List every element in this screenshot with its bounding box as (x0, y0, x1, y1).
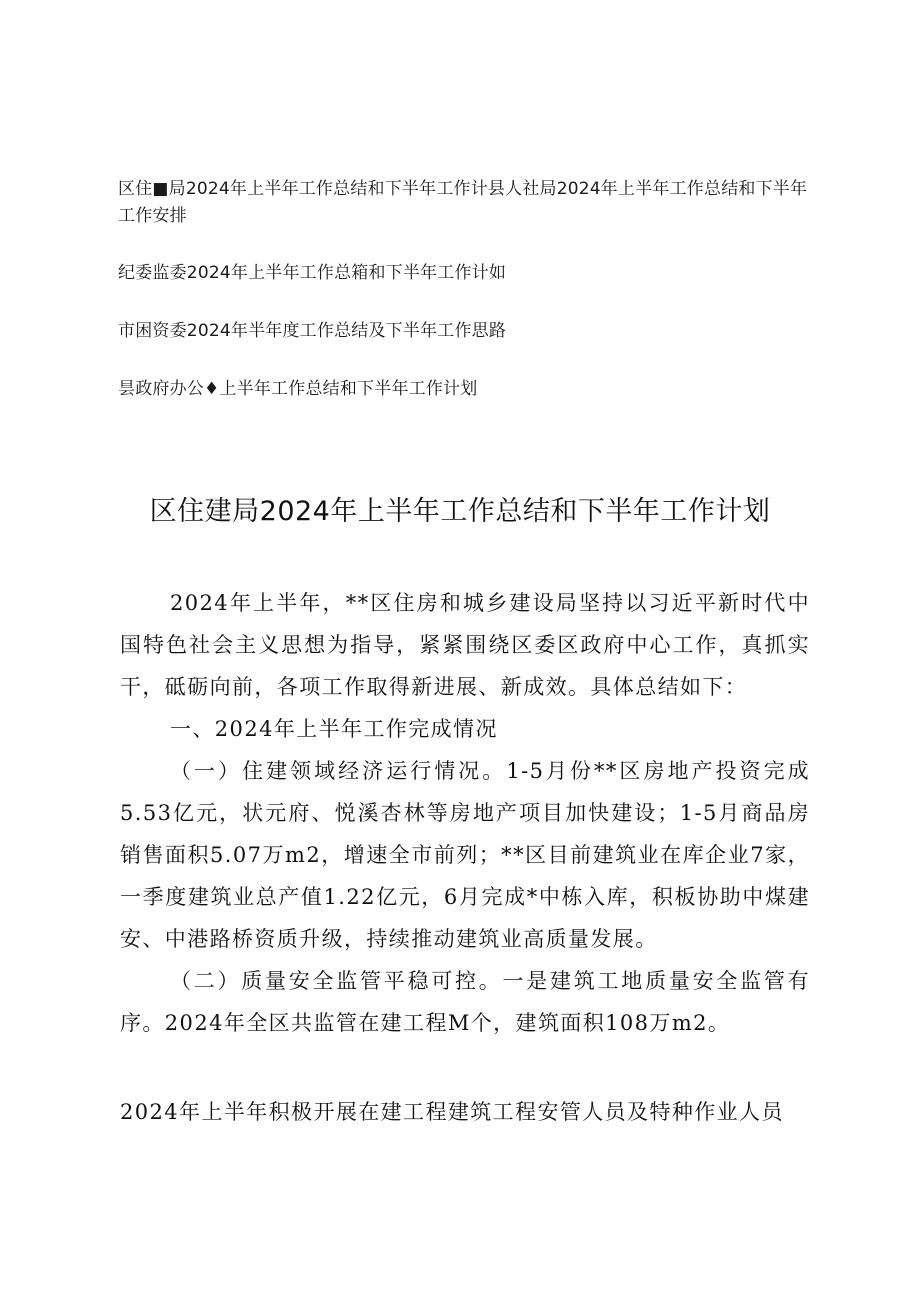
toc-item: 区住■局2024年上半年工作总结和下半年工作计县人社局2024年上半年工作总结和下半年工作安排 (118, 179, 808, 226)
toc-item: 市困资委2024年半年度工作总结及下半年工作思路 (118, 321, 507, 341)
continuation-paragraph: 2024年上半年积极开展在建工程建筑工程安管人员及特种作业人员 (120, 1100, 784, 1124)
document-body (120, 582, 810, 1044)
toc-item: 昙政府办公♦上半年工作总结和下半年工作计划 (118, 379, 478, 399)
document-title: 区住建局2024年上半年工作总结和下半年工作计划 (149, 496, 771, 527)
table-of-contents (118, 176, 818, 403)
subsection-paragraph: （一）住建领域经济运行情况。1-5月份**区房地产投资完成5.53亿元，状元府、悦溪杏林等房地产项目加快建设；1-5月商品房销售面积5.07万m2，增速全市前列；**区目前建筑业在库企业7家，一季度建筑业总产值1.22亿元，6月完成*中栋入库，积板协助中煤建安、中港路桥资质升级，持续推动建筑业高质量发展。 (120, 759, 810, 951)
toc-item: 纪委监委2024年上半年工作总箱和下半年工作计如 (118, 263, 507, 283)
subsection-paragraph: （二）质量安全监管平稳可控。一是建筑工地质量安全监管有序。2024年全区共监管在建工程M个，建筑面积108万m2。 (120, 969, 810, 1035)
section-heading: 一、2024年上半年工作完成情况 (170, 717, 498, 741)
intro-paragraph: 2024年上半年，**区住房和城乡建设局坚持以习近平新时代中国特色社会主义思想为指导，紧紧围绕区委区政府中心工作，真抓实干，砥砺向前，各项工作取得新进展、新成效。具体总结如下： (120, 591, 810, 699)
